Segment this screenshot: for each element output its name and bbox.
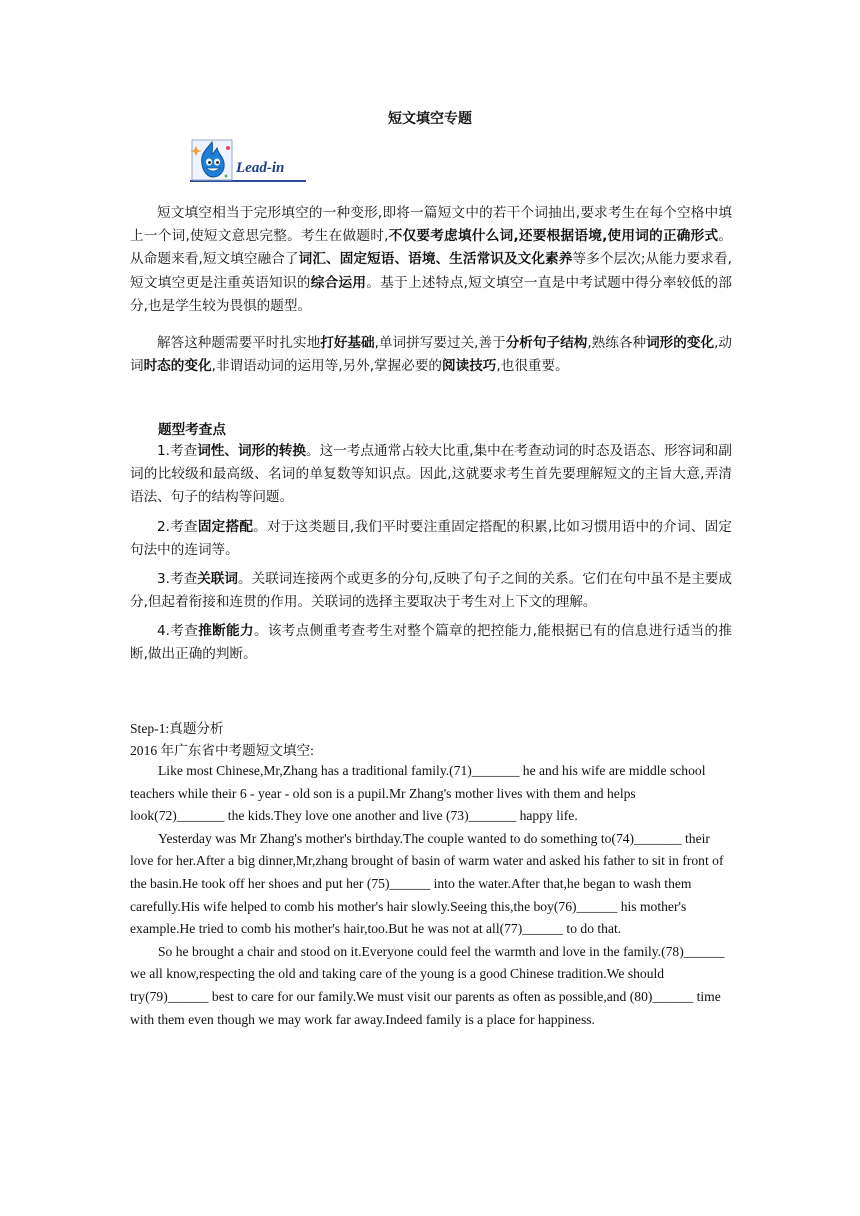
lead-in-label: Lead-in [236, 160, 285, 176]
page-title: 短文填空专题 [388, 111, 472, 127]
points-heading: 题型考查点 [158, 422, 226, 438]
passage-paragraph-3: So he brought a chair and stood on it.Everyone could feel the warmth and love in the family.(78)______ we all know,respecting the old and taking care of the young is a good Chinese tradition.We should try(79)______ best to care for our family.We must visit our parents as often as possible,and (80)______ time with them even though we may work far away.Indeed family is a place for happiness. [130, 943, 725, 1027]
passage [130, 760, 732, 1031]
text-run: ,动词 [130, 335, 733, 375]
text-run: ,非谓语动词的运用等,另外,掌握必要的 [211, 358, 443, 375]
text-run: 解答这种题需要平时扎实地 [157, 335, 321, 351]
text-run: ,单词拼写要过关,善于 [374, 335, 506, 351]
text-run: 。关联词连接两个或更多的分句,反映了句子之间的关系。它们在句中虽不是主要成分,但起着衔接和连贯的作用。关联词的选择主要取决于考生对上下文的理解。 [130, 571, 732, 611]
bold-phrase: 打好基础 [320, 335, 375, 351]
text-run: 短文填空相当于完形填空的一种变形,即将一篇短文中的若干个词抽出,要求考生在每个空格中填上一个词,使短文意思完整。考生在做题时, [130, 205, 732, 245]
bold-phrase: 词形的变化 [646, 335, 715, 351]
text-run: 1.考查 [157, 443, 198, 459]
intro-paragraph-2 [130, 332, 732, 378]
point-item-3 [130, 568, 732, 614]
text-run: 2.考查 [157, 519, 198, 535]
bold-phrase: 综合运用 [310, 274, 367, 291]
passage-paragraph-1: Like most Chinese,Mr,Zhang has a traditional family.(71)_______ he and his wife are middle school teachers while their 6 - year - old son is a pupil.Mr Zhang's mother lives with them and helps look(72)_______ the kids.They love one another and live (73)_______ happy life. [130, 763, 706, 824]
bold-phrase: 阅读技巧 [442, 358, 497, 375]
text-run: 4.考查 [157, 623, 199, 639]
bold-phrase: 固定搭配 [197, 519, 254, 535]
text-run: 。基于上述特点,短文填空一直是中考试题中得分率较低的部分,也是学生较为畏惧的题型。 [130, 274, 733, 314]
step-label: Step-1:真题分析 [130, 721, 224, 736]
bold-phrase: 分析句子结构 [505, 335, 588, 351]
point-item-2 [130, 516, 732, 562]
bold-phrase: 推断能力 [198, 623, 254, 639]
bold-phrase: 词性、词形的转换 [197, 443, 307, 459]
bold-phrase: 词汇、固定短语、语境、生活常识及文化素养 [298, 251, 573, 268]
bold-phrase: 关联词 [197, 571, 238, 587]
passage-paragraph-2: Yesterday was Mr Zhang's mother's birthday.The couple wanted to do something to(74)_______ their love for her.After a big dinner,Mr,zhang brought of basin of warm water and asked his father to sit in front of the basin.He took off her shoes and put her (75)______ into the water.After that,he began to wash them carefully.His wife helped to comb his mother's hair slowly.Seeing this,the boy(76)______ his mother's example.He tried to comb his mother's hair,too.But he was not at all(77)______ to do that. [130, 830, 724, 937]
lead-in-banner [190, 136, 306, 188]
point-item-1 [130, 440, 732, 510]
text-run: 。对于这类题目,我们平时要注重固定搭配的积累,比如习惯用语中的介词、固定句法中的连词等。 [130, 519, 733, 559]
exam-label: 2016 年广东省中考题短文填空: [130, 743, 314, 758]
text-run: ,熟练各种 [587, 335, 647, 351]
text-run: 。从命题来看,短文填空融合了 [130, 228, 732, 268]
text-run: 。该考点侧重考查考生对整个篇章的把控能力,能根据已有的信息进行适当的推断,做出正确的判断。 [130, 623, 733, 663]
bold-phrase: 时态的变化 [143, 358, 212, 375]
intro-paragraph-1 [130, 202, 732, 318]
text-run: ,也很重要。 [496, 358, 569, 375]
text-run: 。这一考点通常占较大比重,集中在考查动词的时态及语态、形容词和副词的比较级和最高级、名词的单复数等知识点。因此,这就要求考生首先要理解短文的主旨大意,弄清语法、句子的结构等问题。 [130, 443, 732, 506]
point-item-4 [130, 620, 732, 666]
text-run: 等多个层次;从能力要求看,短文填空更是注重英语知识的 [130, 251, 732, 291]
text-run: 3.考查 [157, 571, 198, 587]
bold-phrase: 不仅要考虑填什么词,还要根据语境,使用词的正确形式 [388, 228, 719, 245]
